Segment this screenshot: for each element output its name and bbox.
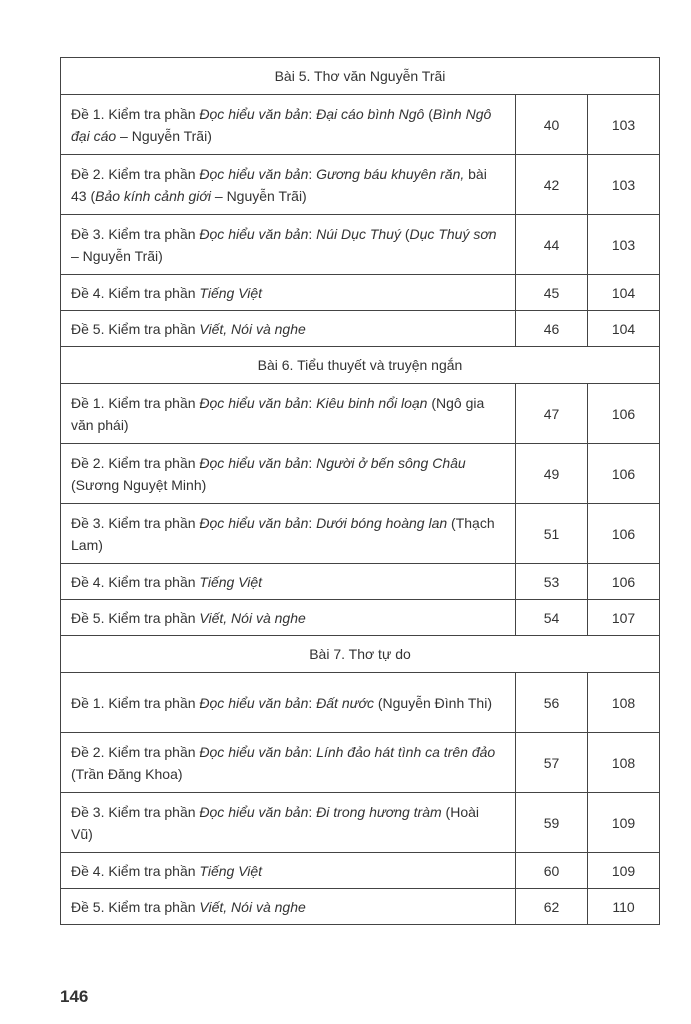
- answer-page: 107: [588, 600, 660, 636]
- entry-title: [61, 215, 516, 275]
- entry-text: (: [424, 105, 433, 122]
- entry-text: – Nguyễn Trãi): [116, 127, 212, 144]
- table-row: [61, 733, 660, 793]
- answer-page: 103: [588, 95, 660, 155]
- question-page: 57: [516, 733, 588, 793]
- page-number: 146: [60, 987, 89, 1006]
- entry-italic-text: Đọc hiểu văn bản: [199, 803, 309, 820]
- entry-italic-text: Lính đảo hát tình ca trên đảo: [316, 743, 496, 760]
- entry-text: Đề 1. Kiểm tra phần: [71, 105, 200, 122]
- entry-text: (Trần Đăng Khoa): [71, 765, 183, 782]
- question-page: 62: [516, 889, 588, 925]
- entry-italic-text: Đọc hiểu văn bản: [199, 743, 309, 760]
- question-page: 54: [516, 600, 588, 636]
- entry-text: :: [308, 225, 317, 242]
- entry-italic-text: Đọc hiểu văn bản: [199, 454, 309, 471]
- question-page: 60: [516, 853, 588, 889]
- entry-italic-text: Dưới bóng hoàng lan: [316, 514, 448, 531]
- entry-title: [61, 793, 516, 853]
- entry-text: :: [308, 394, 317, 411]
- entry-italic-text: Kiêu binh nổi loạn: [316, 394, 428, 411]
- entry-text: – Nguyễn Trãi): [71, 247, 163, 264]
- entry-text: Đề 2. Kiểm tra phần: [71, 743, 200, 760]
- table-row: [61, 444, 660, 504]
- entry-text: :: [308, 694, 317, 711]
- question-page: 59: [516, 793, 588, 853]
- table-row: [61, 504, 660, 564]
- answer-page: 106: [588, 384, 660, 444]
- entry-italic-text: Đi trong hương tràm: [316, 803, 442, 820]
- answer-page: 104: [588, 311, 660, 347]
- entry-italic-text: Núi Dục Thuý: [316, 225, 401, 242]
- toc-body: [61, 58, 660, 925]
- answer-page: 103: [588, 155, 660, 215]
- entry-text: Đề 2. Kiểm tra phần: [71, 454, 200, 471]
- entry-text: Đề 1. Kiểm tra phần: [71, 394, 200, 411]
- entry-title: [61, 853, 516, 889]
- table-row: [61, 311, 660, 347]
- question-page: 47: [516, 384, 588, 444]
- entry-text: Đề 5. Kiểm tra phần: [71, 320, 200, 337]
- entry-text: Đề 5. Kiểm tra phần: [71, 898, 200, 915]
- entry-text: :: [308, 454, 317, 471]
- entry-title: [61, 889, 516, 925]
- entry-text: :: [308, 803, 317, 820]
- question-page: 45: [516, 275, 588, 311]
- answer-page: 106: [588, 564, 660, 600]
- question-page: 44: [516, 215, 588, 275]
- table-row: [61, 564, 660, 600]
- answer-page: 110: [588, 889, 660, 925]
- answer-page: 108: [588, 733, 660, 793]
- entry-italic-text: Bảo kính cảnh giới: [95, 187, 211, 204]
- question-page: 56: [516, 673, 588, 733]
- answer-page: 104: [588, 275, 660, 311]
- section-header: [61, 58, 660, 95]
- entry-title: [61, 600, 516, 636]
- entry-text: – Nguyễn Trãi): [211, 187, 307, 204]
- entry-title: [61, 673, 516, 733]
- entry-italic-text: Viết, Nói và nghe: [199, 609, 306, 626]
- answer-page: 108: [588, 673, 660, 733]
- entry-text: :: [308, 514, 317, 531]
- entry-text: :: [308, 743, 317, 760]
- entry-italic-text: Bình Ngô đại cáo: [71, 105, 492, 144]
- entry-text: (Thạch Lam): [71, 514, 495, 553]
- table-row: [61, 600, 660, 636]
- entry-text: Đề 3. Kiểm tra phần: [71, 514, 200, 531]
- entry-text: (Sương Nguyệt Minh): [71, 476, 207, 493]
- answer-page: 109: [588, 853, 660, 889]
- table-row: [61, 95, 660, 155]
- question-page: 49: [516, 444, 588, 504]
- section-header: [61, 636, 660, 673]
- table-row: [61, 215, 660, 275]
- entry-text: Đề 3. Kiểm tra phần: [71, 803, 200, 820]
- entry-italic-text: Người ở bến sông Châu: [316, 454, 466, 471]
- entry-italic-text: Đọc hiểu văn bản: [199, 165, 309, 182]
- section-title: Bài 7. Thơ tự do: [61, 636, 660, 673]
- table-row: [61, 889, 660, 925]
- table-row: [61, 155, 660, 215]
- entry-text: Đề 4. Kiểm tra phần: [71, 573, 200, 590]
- question-page: 40: [516, 95, 588, 155]
- entry-title: [61, 384, 516, 444]
- table-row: [61, 275, 660, 311]
- entry-title: [61, 275, 516, 311]
- entry-italic-text: Đọc hiểu văn bản: [199, 105, 309, 122]
- entry-italic-text: Đại cáo bình Ngô: [316, 105, 425, 122]
- entry-title: [61, 95, 516, 155]
- question-page: 53: [516, 564, 588, 600]
- entry-text: (Hoài Vũ): [71, 803, 480, 842]
- entry-title: [61, 504, 516, 564]
- entry-text: Đề 2. Kiểm tra phần: [71, 165, 200, 182]
- entry-italic-text: Đọc hiểu văn bản: [199, 225, 309, 242]
- question-page: 46: [516, 311, 588, 347]
- entry-italic-text: Đất nước: [316, 694, 374, 711]
- entry-title: [61, 155, 516, 215]
- entry-italic-text: Tiếng Việt: [199, 284, 263, 301]
- entry-italic-text: Tiếng Việt: [199, 862, 263, 879]
- answer-page: 106: [588, 504, 660, 564]
- entry-text: Đề 3. Kiểm tra phần: [71, 225, 200, 242]
- entry-title: [61, 564, 516, 600]
- question-page: 42: [516, 155, 588, 215]
- table-row: [61, 793, 660, 853]
- entry-text: :: [308, 165, 317, 182]
- entry-title: [61, 733, 516, 793]
- entry-text: (: [400, 225, 410, 242]
- entry-text: Đề 5. Kiểm tra phần: [71, 609, 200, 626]
- table-row: [61, 384, 660, 444]
- entry-text: bài 43 (: [71, 165, 487, 204]
- entry-italic-text: Đọc hiểu văn bản: [199, 694, 309, 711]
- table-row: [61, 673, 660, 733]
- section-title: Bài 5. Thơ văn Nguyễn Trãi: [61, 58, 660, 95]
- entry-italic-text: Viết, Nói và nghe: [199, 320, 306, 337]
- table-of-contents: [60, 57, 660, 925]
- section-title: Bài 6. Tiểu thuyết và truyện ngắn: [61, 347, 660, 384]
- table-row: [61, 853, 660, 889]
- answer-page: 109: [588, 793, 660, 853]
- entry-text: Đề 4. Kiểm tra phần: [71, 284, 200, 301]
- entry-title: [61, 311, 516, 347]
- entry-text: Đề 4. Kiểm tra phần: [71, 862, 200, 879]
- entry-italic-text: Đọc hiểu văn bản: [199, 514, 309, 531]
- entry-text: Đề 1. Kiểm tra phần: [71, 694, 200, 711]
- question-page: 51: [516, 504, 588, 564]
- entry-title: [61, 444, 516, 504]
- answer-page: 106: [588, 444, 660, 504]
- entry-italic-text: Dục Thuý sơn: [409, 225, 497, 242]
- entry-italic-text: Đọc hiểu văn bản: [199, 394, 309, 411]
- entry-italic-text: Tiếng Việt: [199, 573, 263, 590]
- section-header: [61, 347, 660, 384]
- entry-italic-text: Viết, Nói và nghe: [199, 898, 306, 915]
- entry-text: (Nguyễn Đình Thi): [373, 694, 492, 711]
- entry-text: :: [308, 105, 317, 122]
- answer-page: 103: [588, 215, 660, 275]
- entry-text: (Ngô gia văn phái): [71, 394, 485, 433]
- entry-italic-text: Gương báu khuyên răn,: [316, 165, 465, 182]
